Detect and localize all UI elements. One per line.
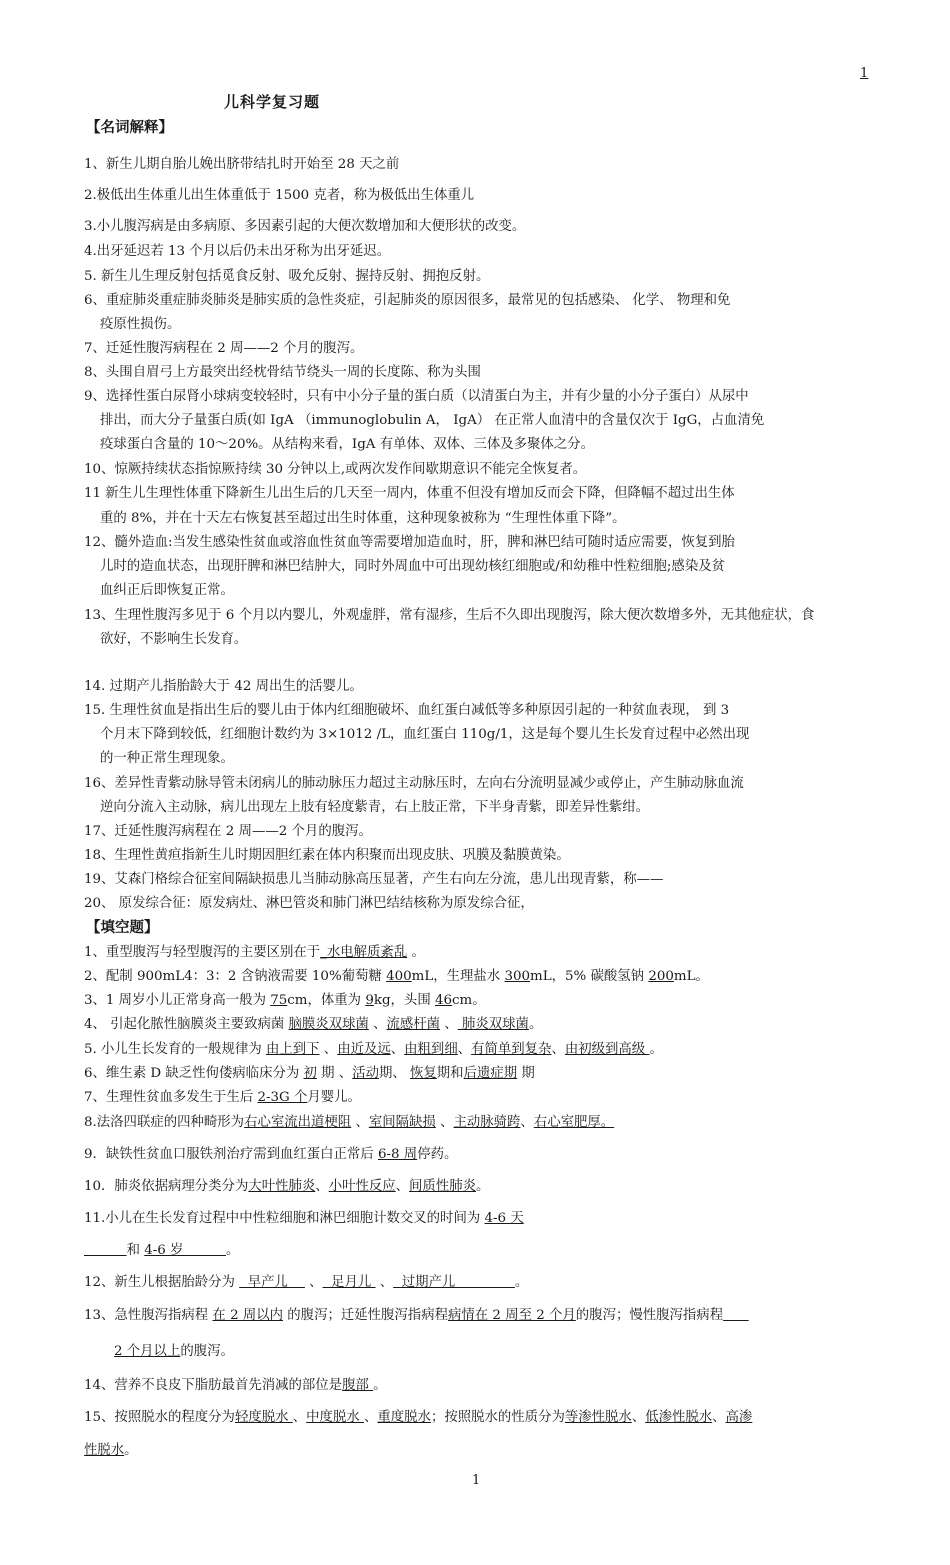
fill-15-answer-f: 高渗 (725, 1410, 753, 1425)
fill-5-sep-1: 、 (319, 1042, 338, 1057)
fill-3-end: cm。 (452, 993, 486, 1008)
term-13-line-1: 13、生理性腹泻多见于 6 个月以内婴儿，外观虚胖，常有湿疹，生后不久即出现腹泻，除大便次数增多外，无其他症状，食 (84, 608, 815, 623)
fill-15-answer-f-cont: 性脱水 (84, 1443, 125, 1458)
fill-3 (84, 989, 486, 1012)
fill-13-answer-c: 2 个月以上 (114, 1344, 181, 1359)
term-19: 19、艾森门格综合征室间隔缺损患儿当肺动脉高压显著，产生右向左分流，患儿出现青紫，称—— (84, 872, 664, 887)
term-6-line-2: 疫原性损伤。 (100, 317, 181, 332)
fill-15-sep-2: 、 (364, 1410, 378, 1425)
term-12-line-1: 12、髓外造血:当发生感染性贫血或溶血性贫血等需要增加造血时，肝，脾和淋巴结可随时适应需要，恢复到胎 (84, 535, 735, 550)
fill-8-answer-b: 室间隔缺损 (368, 1115, 436, 1130)
term-18: 18、生理性黄疸指新生儿时期因胆红素在体内积聚而出现皮肤、巩膜及黏膜黄染。 (84, 848, 570, 863)
fill-12-answer-c: 过期产儿 (393, 1275, 515, 1290)
fill-6-sep-1: 期 、 (316, 1066, 353, 1081)
fill-12-sep-1: 、 (304, 1275, 323, 1290)
fill-4-sep-1: 、 (368, 1017, 387, 1032)
fill-2-answer-c: 200 (648, 969, 674, 984)
fill-5-text: 5. 小儿生长发育的一般规律为 (84, 1042, 266, 1057)
fill-15-end: 。 (124, 1443, 138, 1458)
fill-1 (84, 941, 425, 964)
fill-4-text: 4、 引起化脓性脑膜炎主要致病菌 (84, 1017, 289, 1032)
fill-14-end: 。 (373, 1378, 387, 1393)
fill-2-answer-a: 400 (386, 969, 412, 984)
fill-15-text-b: ；按照脱水的性质分为 (430, 1410, 565, 1425)
fill-5-answer-c: 由粗到细 (404, 1042, 458, 1057)
term-5: 5. 新生儿生理反射包括觅食反射、吸允反射、握持反射、拥抱反射。 (84, 269, 490, 284)
fill-14 (84, 1374, 387, 1397)
term-14: 14. 过期产儿指胎龄大于 42 周出生的活婴儿。 (84, 679, 363, 694)
fill-12-text: 12、新生儿根据胎龄分为 (84, 1275, 240, 1290)
fill-3-answer-c: 46 (434, 993, 453, 1008)
fill-8-answer-a: 右心室流出道梗阻 (244, 1115, 352, 1130)
fill-5-end: 。 (649, 1042, 663, 1057)
term-16-line-2: 逆向分流入主动脉，病儿出现左上肢有轻度紫青，右上肢正常，下半身青紫，即差异性紫绀。 (100, 800, 650, 815)
fill-13-text-b: 的腹泻；迁延性腹泻指病程 (283, 1308, 448, 1323)
fill-7-answer: 2-3G 个 (257, 1090, 308, 1105)
fill-12-end: 。 (514, 1275, 529, 1290)
fill-10-answer-c: 间质性肺炎 (409, 1179, 476, 1194)
fill-8-text: 8.法洛四联症的四种畸形为 (84, 1115, 245, 1130)
fill-10-answer-b: 小叶性反应 (328, 1179, 396, 1194)
fill-6-text: 6、维生素 D 缺乏性佝偻病临床分为 (84, 1066, 304, 1081)
fill-13-text: 13、急性腹泻指病程 (84, 1308, 213, 1323)
fill-11-text-b: 和 (126, 1243, 145, 1258)
fill-11-end: 。 (226, 1243, 240, 1258)
section-heading-fill: 【填空题】 (86, 919, 159, 936)
fill-5-sep-4: 、 (551, 1042, 565, 1057)
term-7: 7、迁延性腹泻病程在 2 周——2 个月的腹泻。 (84, 341, 364, 356)
term-3: 3.小儿腹泻病是由多病原、多因素引起的大便次数增加和大便形状的改变。 (84, 219, 526, 234)
term-9-line-1: 9、选择性蛋白尿肾小球病变较轻时，只有中小分子量的蛋白质（以清蛋白为主，并有少量的小分子蛋白）从尿中 (84, 389, 749, 404)
term-1: 1、新生儿期自胎儿娩出脐带结扎时开始至 28 天之前 (84, 157, 400, 172)
fill-5-answer-d: 有简单到复杂 (471, 1042, 552, 1057)
fill-15-answer-b: 中度脱水 (306, 1410, 364, 1425)
fill-15-answer-a: 轻度脱水 (234, 1410, 293, 1425)
fill-10-text: 10．肺炎依据病理分类分为 (84, 1179, 249, 1194)
fill-6-answer-b: 活动 (352, 1066, 379, 1081)
fill-15-line-2 (84, 1439, 138, 1462)
term-9-line-3: 疫球蛋白含量的 10～20%。从结构来看，IgA 有单体、双体、三体及多聚体之分。 (100, 437, 594, 452)
fill-12 (84, 1271, 528, 1294)
fill-13-answer-a: 在 2 周以内 (212, 1308, 284, 1323)
fill-2-text: 2、配制 900mL4：3：2 含钠液需要 10%葡萄糖 (84, 969, 387, 984)
fill-14-text: 14、营养不良皮下脂肪最首先消减的部位是 (84, 1378, 343, 1393)
fill-6-end: 期 (517, 1066, 535, 1081)
term-9-line-2: 排出，而大分子量蛋白质(如 IgA （immunoglobulin A， IgA） 在正常人血清中的含量仅次于 IgG，占血清免 (100, 413, 765, 428)
fill-15-line-1 (84, 1406, 752, 1429)
fill-5-answer-b: 由近及远 (337, 1042, 391, 1057)
fill-2-answer-b: 300 (504, 969, 531, 984)
fill-11-line-2 (84, 1239, 239, 1262)
fill-10-sep-1: 、 (315, 1179, 329, 1194)
term-15-line-3: 的一种正常生理现象。 (100, 751, 234, 766)
fill-5-sep-2: 、 (390, 1042, 405, 1057)
fill-9-text: 9．缺铁性贫血口服铁剂治疗需到血红蛋白正常后 (84, 1147, 378, 1162)
fill-4-answer-a: 脑膜炎双球菌 (288, 1017, 369, 1032)
term-10: 10、惊厥持续状态指惊厥持续 30 分钟以上,或两次发作间歇期意识不能完全恢复者。 (84, 462, 587, 477)
fill-1-end: 。 (407, 945, 425, 960)
fill-13-text-c: 的腹泻；慢性腹泻指病程 (575, 1308, 724, 1323)
fill-8-answer-d: 右心室肥厚。 (533, 1115, 615, 1130)
fill-9-answer: 6-8 周 (377, 1147, 418, 1162)
fill-4-answer-c: 肺炎双球菌 (457, 1017, 529, 1032)
footer-page-number: 1 (472, 1473, 481, 1488)
fill-6-answer-d: 后遗症期 (463, 1066, 518, 1081)
fill-7-text: 7、生理性贫血多发生于生后 (84, 1090, 258, 1105)
fill-13-line-2 (114, 1340, 234, 1363)
fill-6 (84, 1062, 535, 1085)
fill-1-text: 1、重型腹泻与轻型腹泻的主要区别在于 (84, 945, 321, 960)
fill-11-line-1 (84, 1207, 524, 1230)
term-11-line-1: 11 新生儿生理性体重下降新生儿出生后的几天至一周内，体重不但没有增加反而会下降，但降幅不超过出生体 (84, 486, 735, 501)
fill-5 (84, 1038, 663, 1061)
term-17: 17、迁延性腹泻病程在 2 周——2 个月的腹泻。 (84, 824, 372, 839)
fill-8-sep-3: 、 (520, 1115, 534, 1130)
term-15-line-2: 个月末下降到较低，红细胞计数约为 3×1012 /L，血红蛋白 110g/1，这是每个婴儿生长发育过程中必然出现 (100, 727, 750, 742)
fill-10-answer-a: 大叶性肺炎 (248, 1179, 316, 1194)
fill-3-answer-a: 75 (270, 993, 288, 1008)
fill-10 (84, 1175, 489, 1198)
fill-9-end: 停药。 (417, 1147, 458, 1162)
fill-6-sep-3: 期和 (436, 1066, 464, 1081)
document-title: 儿科学复习题 (224, 93, 321, 111)
term-4: 4.出牙延迟若 13 个月以后仍未出牙称为出牙延迟。 (84, 244, 391, 259)
fill-3-text: 3、1 周岁小儿正常身高一般为 (84, 993, 271, 1008)
fill-2 (84, 965, 709, 988)
term-20: 20、 原发综合征：原发病灶、淋巴管炎和肺门淋巴结结核称为原发综合征， (84, 896, 534, 911)
fill-8-sep-2: 、 (435, 1115, 454, 1130)
fill-6-sep-2: 期、 (378, 1066, 411, 1081)
fill-15-sep-1: 、 (292, 1410, 307, 1425)
fill-11-text: 11.小儿在生长发育过程中中性粒细胞和淋巴细胞计数交叉的时间为 (84, 1211, 485, 1226)
fill-3-answer-b: 9 (365, 993, 374, 1008)
term-2: 2.极低出生体重儿出生体重低于 1500 克者，称为极低出生体重儿 (84, 188, 475, 203)
fill-14-answer: 腹部 (342, 1378, 374, 1393)
fill-5-sep-3: 、 (457, 1042, 472, 1057)
fill-15-answer-d: 等渗性脱水 (564, 1410, 632, 1425)
term-11-line-2: 重的 8%，并在十天左右恢复甚至超过出生时体重，这种现象被称为 “生理性体重下降”。 (100, 511, 626, 526)
fill-5-answer-a: 由上到下 (265, 1042, 320, 1057)
term-6-line-1: 6、重症肺炎重症肺炎肺炎是肺实质的急性炎症，引起肺炎的原因很多，最常见的包括感染、 化学、 物理和免 (84, 293, 731, 308)
fill-12-answer-a: 早产儿 (239, 1275, 305, 1290)
fill-10-sep-2: 、 (395, 1179, 410, 1194)
fill-2-text-b: mL，生理盐水 (411, 969, 505, 984)
fill-15-sep-3: 、 (631, 1410, 646, 1425)
fill-2-end: mL。 (673, 969, 709, 984)
term-8: 8、头围自眉弓上方最突出经枕骨结节绕头一周的长度陈、称为头围 (84, 365, 481, 380)
fill-7 (84, 1086, 361, 1109)
fill-10-end: 。 (475, 1179, 490, 1194)
fill-4-sep-2: 、 (440, 1017, 458, 1032)
fill-4-answer-b: 流感杆菌 (386, 1017, 441, 1032)
fill-7-end: 月婴儿。 (307, 1090, 361, 1105)
fill-12-sep-2: 、 (375, 1275, 394, 1290)
section-heading-terms: 【名词解释】 (86, 119, 173, 136)
fill-8-sep-1: 、 (351, 1115, 369, 1130)
fill-11-blank (84, 1243, 127, 1258)
fill-11-answer-a: 4-6 天 (484, 1211, 524, 1226)
fill-2-text-c: mL，5% 碳酸氢钠 (530, 969, 649, 984)
fill-6-answer-c: 恢复 (410, 1066, 437, 1081)
fill-12-answer-b: 足月儿 (322, 1275, 376, 1290)
fill-8 (84, 1111, 614, 1134)
fill-5-answer-e: 由初级到高级 (564, 1042, 650, 1057)
fill-13-answer-b: 病情在 2 周至 2 个月 (447, 1308, 576, 1323)
fill-15-answer-e: 低渗性脱水 (645, 1410, 713, 1425)
header-page-number: 1 (860, 66, 869, 81)
fill-4-end: 。 (528, 1017, 543, 1032)
fill-15-sep-4: 、 (712, 1410, 726, 1425)
term-16-line-1: 16、差异性青紫动脉导管未闭病儿的肺动脉压力超过主动脉压时，左向右分流明显减少或停止，产生肺动脉血流 (84, 776, 744, 791)
fill-15-text: 15、按照脱水的程度分为 (84, 1410, 235, 1425)
fill-9 (84, 1143, 457, 1166)
fill-4 (84, 1013, 542, 1036)
fill-13-line-1 (84, 1304, 749, 1327)
term-12-line-3: 血纠正后即恢复正常。 (100, 583, 234, 598)
fill-13-blank (723, 1308, 749, 1323)
fill-13-end: 的腹泻。 (180, 1344, 234, 1359)
fill-15-answer-c: 重度脱水 (377, 1410, 431, 1425)
fill-1-answer: _水电解质紊乱 (320, 945, 408, 960)
fill-8-answer-c: 主动脉骑跨 (453, 1115, 521, 1130)
fill-11-answer-b: 4-6 岁 (144, 1243, 227, 1258)
fill-6-answer-a: 初 (303, 1066, 317, 1081)
fill-3-text-b: cm，体重为 (287, 993, 366, 1008)
fill-3-text-c: kg，头围 (373, 993, 435, 1008)
term-13-line-2: 欲好，不影响生长发育。 (100, 632, 248, 647)
term-15-line-1: 15. 生理性贫血是指出生后的婴儿由于体内红细胞破坏、血红蛋白减低等多种原因引起的一种贫血表现， 到 3 (84, 703, 730, 718)
term-12-line-2: 儿时的造血状态，出现肝脾和淋巴结肿大，同时外周血中可出现幼核红细胞或/和幼稚中性粒细胞;感染及贫 (100, 559, 725, 574)
